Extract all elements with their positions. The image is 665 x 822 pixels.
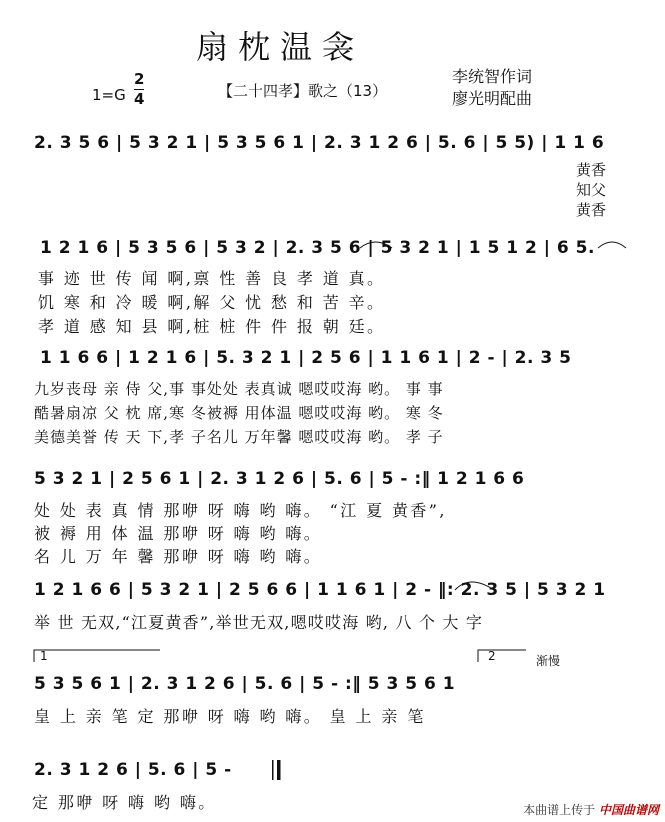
- system3-lyric-verse2: 酷暑扇凉 父 枕 席,寒 冬被褥 用体温 嗯哎哎海 哟。 寒 冬: [34, 404, 444, 422]
- slur: [455, 582, 494, 590]
- time-numerator: 2: [134, 70, 145, 88]
- key-signature: 1=G: [92, 86, 126, 104]
- final-barline-thick: [277, 760, 281, 780]
- system4-lyric-verse1: 处 处 表 真 情 那咿 呀 嗨 哟 嗨。 “江 夏 黄香”,: [34, 501, 447, 520]
- tempo-mark: 渐慢: [536, 654, 561, 668]
- system4-lyric-verse3: 名 儿 万 年 馨 那咿 呀 嗨 哟 嗨。: [34, 547, 323, 566]
- song-subtitle: 【二十四孝】歌之（13）: [218, 82, 388, 100]
- volta-2-bracket: [478, 650, 526, 662]
- system3-notes: 1 1 6 6 | 1 2 1 6 | 5. 3 2 1 | 2 5 6 | 1 1 6 1 | 2 - | 2. 3 5: [40, 348, 572, 368]
- volta-2-label: 2: [488, 649, 496, 663]
- intro-lyric-line: 知父: [576, 181, 607, 199]
- system6-notes: 5 3 5 6 1 | 2. 3 1 2 6 | 5. 6 | 5 - :‖ 5 3 5 6 1: [34, 674, 456, 694]
- system4-notes: 5 3 2 1 | 2 5 6 1 | 2. 3 1 2 6 | 5. 6 | 5 - :‖ 1 2 1 6 6: [34, 469, 525, 489]
- system7-lyric: 定 那咿 呀 嗨 哟 嗨。: [32, 793, 217, 812]
- volta-1-bracket: [34, 650, 160, 662]
- system3-lyric-verse1: 九岁丧母 亲 侍 父,事 事处处 表真诚 嗯哎哎海 哟。 事 事: [34, 380, 444, 398]
- footer-site-logo: 中国曲谱网: [598, 803, 659, 817]
- system6-lyric: 皇 上 亲 笔 定 那咿 呀 嗨 哟 嗨。 皇 上 亲 笔: [34, 707, 426, 726]
- final-barline-thin: [272, 760, 274, 780]
- system4-lyric-verse2: 被 褥 用 体 温 那咿 呀 嗨 哟 嗨。: [34, 524, 323, 543]
- footer-upload-text: 本曲谱上传于: [523, 803, 596, 817]
- system5-lyric: 举 世 无双,“江夏黄香”,举世无双,嗯哎哎海 哟, 八 个 大 字: [34, 613, 484, 632]
- system3-lyric-verse3: 美德美誉 传 天 下,孝 子名儿 万年馨 嗯哎哎海 哟。 孝 子: [34, 428, 444, 446]
- system2-lyric-verse2: 饥 寒 和 冷 暖 啊,解 父 忧 愁 和 苦 辛。: [38, 293, 386, 312]
- slur: [360, 242, 392, 248]
- system5-notes: 1 2 1 6 6 | 5 3 2 1 | 2 5 6 6 | 1 1 6 1 | 2 - ‖: 2. 3 5 | 5 3 2 1: [34, 580, 606, 600]
- system2-notes: 1 2 1 6 | 5 3 5 6 | 5 3 2 | 2. 3 5 6 | 5 3 2 1 | 1 5 1 2 | 6 5.: [40, 238, 595, 258]
- intro-notes: 2. 3 5 6 | 5 3 2 1 | 5 3 5 6 1 | 2. 3 1 2 6 | 5. 6 | 5 5) | 1 1 6: [34, 133, 605, 153]
- intro-lyric-line: 黄香: [576, 161, 607, 179]
- time-denominator: 4: [134, 90, 145, 108]
- system2-lyric-verse1: 事 迹 世 传 闻 啊,禀 性 善 良 孝 道 真。: [38, 269, 386, 288]
- song-title: 扇枕温衾: [196, 28, 365, 66]
- system2-lyric-verse3: 孝 道 感 知 县 啊,桩 桩 件 件 报 朝 廷。: [38, 317, 386, 336]
- system7-notes: 2. 3 1 2 6 | 5. 6 | 5 -: [34, 760, 232, 780]
- composer-credit: 廖光明配曲: [452, 89, 533, 108]
- volta-1-label: 1: [40, 649, 48, 663]
- lyricist-credit: 李统智作词: [452, 67, 533, 86]
- slur: [598, 242, 626, 248]
- intro-lyric-line: 黄香: [576, 201, 607, 219]
